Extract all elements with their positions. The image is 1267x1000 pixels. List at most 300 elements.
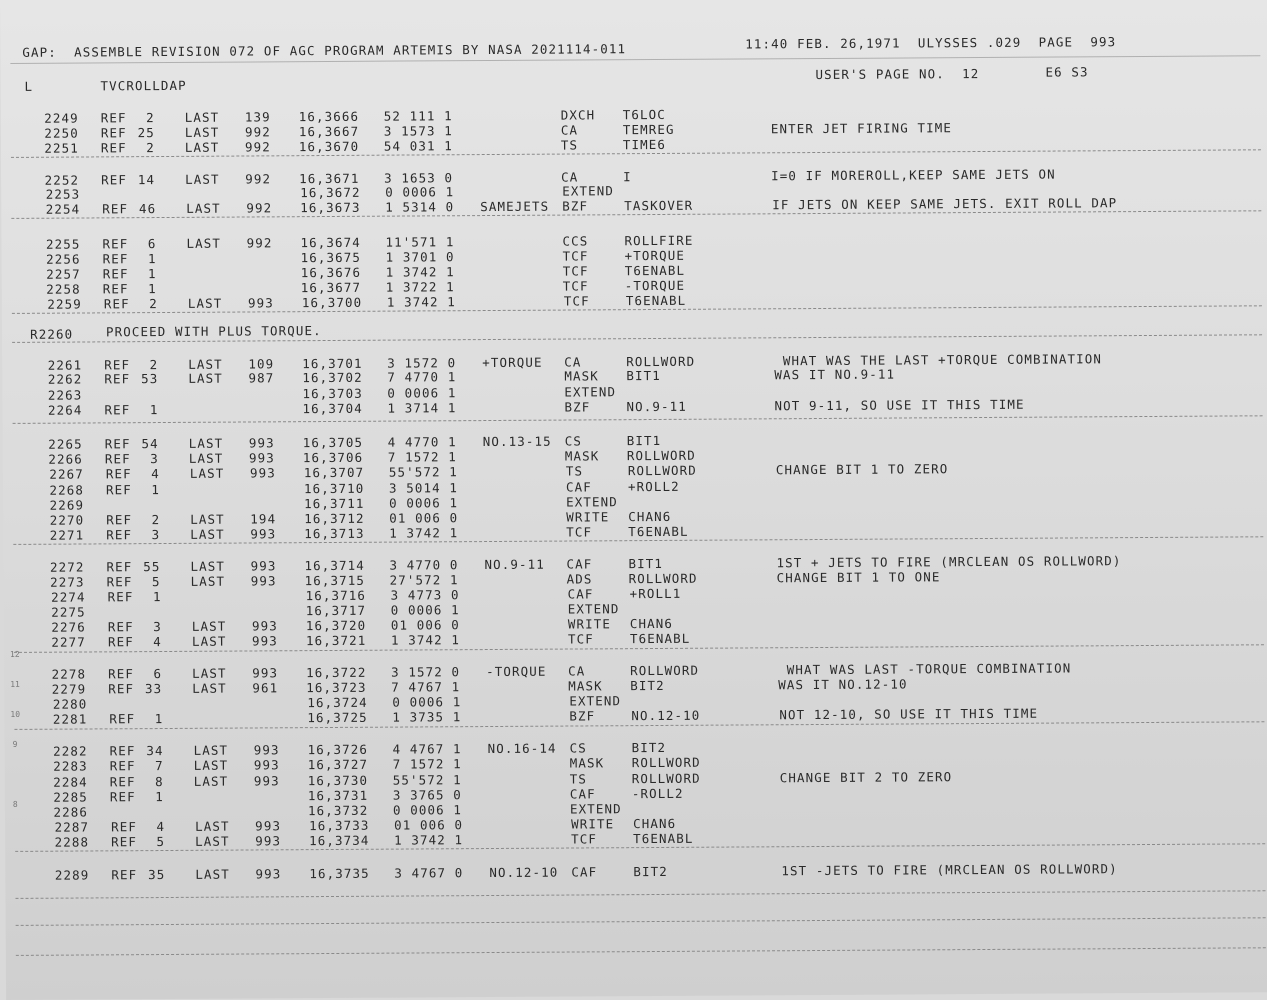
line-number: 2282 xyxy=(53,743,88,759)
ref-keyword: REF xyxy=(104,436,131,452)
memory-address: 16,3713 xyxy=(304,525,365,542)
source-label: -TORQUE xyxy=(486,663,547,680)
ref-count: 33 xyxy=(144,681,163,697)
machine-code: 55'572 1 xyxy=(388,464,458,480)
memory-address: 16,3734 xyxy=(309,832,370,849)
machine-code: 0 0006 1 xyxy=(392,694,462,710)
last-keyword: LAST xyxy=(184,109,220,125)
memory-address: 16,3716 xyxy=(305,587,367,604)
operand: BIT1 xyxy=(628,555,664,572)
last-keyword: LAST xyxy=(188,370,223,386)
opcode: EXTEND xyxy=(562,183,614,199)
ref-count: 1 xyxy=(151,482,161,498)
memory-address: 16,3677 xyxy=(300,279,362,296)
operand: ROLLWORD xyxy=(628,570,698,587)
machine-code: 1 3742 1 xyxy=(386,294,456,310)
line-number: 2268 xyxy=(49,482,85,498)
last-keyword: LAST xyxy=(195,833,230,849)
ref-count: 34 xyxy=(146,743,164,759)
opcode: TCF xyxy=(571,831,598,847)
last-page: 993 xyxy=(251,618,278,634)
opcode: WRITE xyxy=(566,509,610,525)
machine-code: 3 1572 0 xyxy=(387,355,457,371)
last-page: 109 xyxy=(248,356,275,372)
memory-address: 16,3735 xyxy=(309,865,370,882)
ref-keyword: REF xyxy=(102,236,129,252)
opcode: CAF xyxy=(567,586,594,602)
operand: ROLLWORD xyxy=(626,353,696,370)
opcode: TS xyxy=(569,771,588,787)
operand: BIT1 xyxy=(626,367,661,384)
machine-code: 7 4770 1 xyxy=(387,369,457,385)
line-number: 2256 xyxy=(46,251,81,267)
opcode: TCF xyxy=(567,631,594,647)
opcode: CAF xyxy=(566,556,593,572)
machine-code: 54 031 1 xyxy=(383,138,453,154)
memory-address: 16,3705 xyxy=(302,434,364,451)
ref-count: 53 xyxy=(141,371,159,387)
ref-keyword: REF xyxy=(109,743,136,759)
memory-address: 16,3720 xyxy=(305,617,367,634)
line-number: 2266 xyxy=(48,451,83,467)
ref-count: 35 xyxy=(148,867,166,883)
line-number: 2279 xyxy=(51,681,87,697)
machine-code: 3 1572 0 xyxy=(391,664,461,680)
comment: I=0 IF MOREROLL,KEEP SAME JETS ON xyxy=(771,166,1056,184)
ref-count: 6 xyxy=(153,666,163,682)
last-page: 993 xyxy=(253,742,280,758)
comment: WAS IT NO.9-11 xyxy=(774,366,896,383)
line-number: 2250 xyxy=(44,125,79,141)
ref-keyword: REF xyxy=(104,402,131,418)
memory-address: 16,3672 xyxy=(300,184,361,201)
ref-keyword: REF xyxy=(103,296,130,312)
last-page: 993 xyxy=(250,558,277,574)
source-label: NO.12-10 xyxy=(489,864,559,881)
opcode: CS xyxy=(569,740,587,756)
memory-address: 16,3675 xyxy=(300,249,362,266)
ref-keyword: REF xyxy=(100,125,127,141)
line-number: 2280 xyxy=(52,696,88,712)
operand: BIT2 xyxy=(633,863,668,880)
line-number: 2281 xyxy=(52,711,88,727)
opcode: CCS xyxy=(562,233,589,249)
line-number: 2252 xyxy=(44,172,80,188)
operand: T6LOC xyxy=(622,106,666,123)
margin-mark-12: 12 xyxy=(9,649,20,659)
opcode: EXTEND xyxy=(569,801,622,817)
machine-code: 1 3742 1 xyxy=(389,525,459,541)
last-page: 961 xyxy=(252,680,279,696)
ref-keyword: REF xyxy=(109,789,136,805)
opcode: EXTEND xyxy=(566,494,618,510)
memory-address: 16,3715 xyxy=(304,572,365,589)
machine-code: 1 3735 1 xyxy=(392,709,462,725)
ref-keyword: REF xyxy=(105,466,132,482)
machine-code: 0 0006 1 xyxy=(389,495,459,511)
opcode: CA xyxy=(561,169,579,185)
machine-code: 7 1572 1 xyxy=(392,756,462,772)
ref-keyword: REF xyxy=(102,201,129,217)
memory-address: 16,3711 xyxy=(304,495,365,512)
ref-keyword: REF xyxy=(104,357,131,373)
last-keyword: LAST xyxy=(190,573,226,589)
line-number: 2258 xyxy=(46,281,81,297)
ref-keyword: REF xyxy=(111,834,138,850)
ref-keyword: REF xyxy=(108,681,135,697)
operand: TIME6 xyxy=(622,136,667,153)
comment: 1ST + JETS TO FIRE (MRCLEAN OS ROLLWORD) xyxy=(776,553,1122,571)
opcode: CA xyxy=(560,122,579,138)
ref-keyword: REF xyxy=(107,619,134,635)
ref-count: 1 xyxy=(155,789,164,805)
ref-count: 7 xyxy=(154,758,164,774)
comment: CHANGE BIT 2 TO ZERO xyxy=(779,769,953,786)
machine-code: 0 0006 1 xyxy=(385,184,455,200)
operand: T6ENABL xyxy=(624,262,686,279)
operand: CHAN6 xyxy=(628,508,672,525)
ref-count: 1 xyxy=(149,402,159,418)
opcode: DXCH xyxy=(560,107,596,123)
last-page: 992 xyxy=(244,124,271,140)
operand: ROLLWORD xyxy=(631,754,701,771)
line-number: 2277 xyxy=(51,634,86,650)
last-page: 993 xyxy=(253,773,280,789)
ref-keyword: REF xyxy=(102,266,129,282)
ref-keyword: REF xyxy=(106,574,133,590)
sheet-code: E6 S3 xyxy=(1045,64,1089,80)
operand: +TORQUE xyxy=(624,247,686,264)
opcode: BZF xyxy=(562,198,589,214)
memory-address: 16,3732 xyxy=(307,802,369,819)
ref-count: 3 xyxy=(151,527,161,543)
machine-code: 3 3765 0 xyxy=(392,787,462,803)
ref-keyword: REF xyxy=(108,666,135,682)
machine-code: 01 006 0 xyxy=(389,510,459,526)
subheading-text: PROCEED WITH PLUS TORQUE. xyxy=(105,323,322,340)
ref-keyword: REF xyxy=(111,819,137,835)
last-keyword: LAST xyxy=(195,818,230,834)
last-keyword: LAST xyxy=(190,511,225,527)
machine-code: 1 3742 1 xyxy=(390,632,460,648)
line-number: 2255 xyxy=(45,236,81,252)
ref-count: 25 xyxy=(137,125,155,141)
line-number: 2257 xyxy=(46,266,81,282)
ref-count: 5 xyxy=(156,834,166,850)
last-page: 993 xyxy=(255,866,282,882)
ref-keyword: REF xyxy=(101,172,128,188)
operand: +ROLL2 xyxy=(627,478,680,495)
memory-address: 16,3700 xyxy=(301,294,363,311)
operand: BIT2 xyxy=(631,739,667,756)
memory-address: 16,3712 xyxy=(304,510,365,527)
line-number: 2276 xyxy=(51,619,86,635)
source-label: NO.13-15 xyxy=(482,433,552,450)
operand: ROLLWORD xyxy=(627,462,697,479)
ref-keyword: REF xyxy=(102,281,129,297)
ref-keyword: REF xyxy=(106,527,133,543)
last-page: 993 xyxy=(248,450,275,466)
last-page: 139 xyxy=(244,109,271,125)
ref-count: 2 xyxy=(149,357,159,373)
opcode: WRITE xyxy=(567,616,612,632)
operand: +ROLL1 xyxy=(629,585,682,602)
operand: T6ENABL xyxy=(633,830,694,847)
opcode: BZF xyxy=(569,708,596,724)
block-separator-rule xyxy=(13,415,1263,424)
operand: -TORQUE xyxy=(624,277,686,294)
listing-header-title: GAP: ASSEMBLE REVISION 072 OF AGC PROGRAM ARTEMIS BY NASA 2021114-011 xyxy=(22,41,627,60)
margin-mark-9: 9 xyxy=(12,739,18,749)
line-number: 2288 xyxy=(54,834,90,850)
last-page: 987 xyxy=(248,370,275,386)
line-number: 2263 xyxy=(47,387,83,403)
operand: NO.9-11 xyxy=(626,398,687,415)
comment: CHANGE BIT 1 TO ZERO xyxy=(775,461,949,478)
last-keyword: LAST xyxy=(190,558,226,574)
line-number: 2275 xyxy=(51,604,86,620)
operand: -ROLL2 xyxy=(631,785,684,802)
ref-count: 55 xyxy=(143,559,161,575)
last-page: 992 xyxy=(245,171,272,187)
machine-code: 0 0006 1 xyxy=(392,802,463,818)
opcode: TCF xyxy=(562,278,589,294)
last-page: 992 xyxy=(244,139,271,155)
line-number: 2264 xyxy=(47,402,83,418)
block-separator-rule xyxy=(16,947,1266,956)
machine-code: 1 3714 1 xyxy=(387,400,457,416)
operand: T6ENABL xyxy=(629,630,691,647)
last-keyword: LAST xyxy=(195,866,230,882)
source-label: NO.9-11 xyxy=(484,556,545,573)
last-keyword: LAST xyxy=(188,435,224,451)
memory-address: 16,3667 xyxy=(298,123,360,140)
line-number: 2265 xyxy=(48,436,83,452)
machine-code: 3 5014 1 xyxy=(388,480,459,496)
machine-code: 1 5314 0 xyxy=(385,199,455,215)
ref-count: 4 xyxy=(153,634,162,650)
operand: NO.12-10 xyxy=(631,707,701,724)
memory-address: 16,3704 xyxy=(302,400,363,417)
last-keyword: LAST xyxy=(191,618,227,634)
last-keyword: LAST xyxy=(189,465,225,481)
ref-count: 2 xyxy=(146,110,155,126)
line-number: 2254 xyxy=(45,201,81,217)
memory-address: 16,3701 xyxy=(302,355,363,372)
machine-code: 27'572 1 xyxy=(389,572,459,588)
source-label: NO.16-14 xyxy=(487,740,557,757)
line-number: 2285 xyxy=(53,789,88,805)
operand: CHAN6 xyxy=(629,615,674,632)
last-keyword: LAST xyxy=(191,633,227,649)
memory-address: 16,3727 xyxy=(307,756,369,773)
ref-count: 4 xyxy=(151,466,160,482)
opcode: TCF xyxy=(563,293,590,309)
memory-address: 16,3674 xyxy=(300,234,361,251)
last-keyword: LAST xyxy=(193,757,229,773)
line-number: 2289 xyxy=(54,867,90,883)
comment: IF JETS ON KEEP SAME JETS. EXIT ROLL DAP xyxy=(772,195,1118,213)
memory-address: 16,3671 xyxy=(299,170,360,187)
memory-address: 16,3676 xyxy=(300,264,362,281)
line-number: 2262 xyxy=(47,371,83,387)
last-keyword: LAST xyxy=(193,773,229,789)
ref-keyword: REF xyxy=(104,371,131,387)
memory-address: 16,3714 xyxy=(304,557,365,574)
last-page: 993 xyxy=(250,573,277,589)
ref-keyword: REF xyxy=(104,451,131,467)
opcode: TS xyxy=(560,137,579,153)
memory-address: 16,3730 xyxy=(307,772,369,789)
line-number: 2271 xyxy=(49,527,85,543)
opcode: TCF xyxy=(566,524,593,540)
comment: CHANGE BIT 1 TO ONE xyxy=(776,569,941,586)
operand: ROLLWORD xyxy=(631,770,701,787)
machine-code: 7 1572 1 xyxy=(387,449,457,465)
machine-code: 3 1573 1 xyxy=(383,123,453,139)
line-number: 2274 xyxy=(51,589,86,605)
ref-keyword: REF xyxy=(102,251,129,267)
ref-keyword: REF xyxy=(100,110,127,126)
opcode: MASK xyxy=(569,755,605,771)
last-page: 993 xyxy=(255,818,282,834)
ref-count: 2 xyxy=(149,296,158,312)
ref-keyword: REF xyxy=(109,711,136,727)
ref-keyword: REF xyxy=(111,867,138,883)
machine-code: 4 4767 1 xyxy=(392,741,462,757)
margin-mark-11: 11 xyxy=(10,679,20,689)
ref-keyword: REF xyxy=(105,482,132,498)
line-number: 2261 xyxy=(47,357,83,373)
memory-address: 16,3733 xyxy=(309,817,370,834)
memory-address: 16,3703 xyxy=(302,385,363,402)
margin-mark-10: 10 xyxy=(10,709,21,719)
memory-address: 16,3722 xyxy=(306,664,367,681)
ref-count: 54 xyxy=(141,436,159,452)
ref-count: 46 xyxy=(138,201,157,217)
memory-address: 16,3666 xyxy=(298,108,360,125)
block-separator-rule xyxy=(15,890,1265,899)
operand: T6ENABL xyxy=(628,523,689,540)
memory-address: 16,3710 xyxy=(303,480,365,497)
memory-address: 16,3702 xyxy=(302,369,363,386)
last-keyword: LAST xyxy=(193,742,229,758)
opcode: EXTEND xyxy=(569,693,622,709)
opcode: TCF xyxy=(562,263,589,279)
line-number: 2253 xyxy=(45,186,81,202)
ref-count: 3 xyxy=(153,619,162,635)
last-keyword: LAST xyxy=(187,295,223,311)
machine-code: 4 4770 1 xyxy=(387,434,457,450)
opcode: CA xyxy=(568,663,586,679)
memory-address: 16,3707 xyxy=(303,464,365,481)
opcode: EXTEND xyxy=(564,384,617,400)
line-number: 2269 xyxy=(49,497,85,513)
opcode: MASK xyxy=(564,448,600,464)
ref-count: 8 xyxy=(155,774,164,790)
opcode: MASK xyxy=(568,678,603,694)
ref-keyword: REF xyxy=(107,589,134,605)
memory-address: 16,3724 xyxy=(307,694,368,711)
machine-code: 3 1653 0 xyxy=(384,170,454,186)
line-number: 2259 xyxy=(47,296,82,312)
opcode: BZF xyxy=(564,399,591,415)
users-page-number: USER'S PAGE NO. 12 xyxy=(815,66,980,83)
opcode: CAF xyxy=(569,786,596,802)
line-number: 2270 xyxy=(49,512,85,528)
last-keyword: LAST xyxy=(188,356,223,372)
source-label: SAMEJETS xyxy=(480,198,550,215)
operand: ROLLFIRE xyxy=(624,232,694,249)
operand: I xyxy=(623,169,632,185)
ref-count: 14 xyxy=(137,172,156,188)
last-page: 993 xyxy=(249,465,276,481)
machine-code: 0 0006 1 xyxy=(387,385,457,401)
opcode: CAF xyxy=(565,479,592,495)
listing-header-stamp: 11:40 FEB. 26,1971 ULYSSES .029 PAGE 993 xyxy=(745,34,1117,52)
memory-address: 16,3731 xyxy=(307,787,369,804)
last-page: 992 xyxy=(246,235,273,251)
opcode: TCF xyxy=(562,248,589,264)
last-page: 993 xyxy=(248,435,275,451)
ref-count: 1 xyxy=(147,251,157,267)
last-page: 993 xyxy=(255,833,282,849)
machine-code: 01 006 0 xyxy=(394,817,464,833)
last-page: 194 xyxy=(250,511,277,527)
ref-keyword: REF xyxy=(109,758,136,774)
opcode: CS xyxy=(564,433,583,449)
ref-keyword: REF xyxy=(109,774,136,790)
ref-count: 4 xyxy=(156,819,166,835)
ref-count: 1 xyxy=(147,266,157,282)
machine-code: 1 3701 0 xyxy=(385,249,455,265)
ref-count: 3 xyxy=(150,451,159,467)
machine-code: 1 3742 1 xyxy=(394,832,464,848)
machine-code: 52 111 1 xyxy=(383,108,453,124)
comment: WHAT WAS THE LAST +TORQUE COMBINATION xyxy=(774,351,1103,369)
machine-code: 0 0006 1 xyxy=(390,602,460,618)
machine-code: 01 006 0 xyxy=(390,617,460,633)
line-number: 2287 xyxy=(54,819,90,835)
comment: WAS IT NO.12-10 xyxy=(778,676,908,693)
ref-count: 1 xyxy=(148,281,157,297)
last-keyword: LAST xyxy=(188,450,224,466)
operand: TASKOVER xyxy=(624,197,694,214)
line-number: 2284 xyxy=(53,774,88,790)
section-letter: L xyxy=(24,78,34,94)
last-page: 993 xyxy=(247,295,274,311)
last-keyword: LAST xyxy=(184,124,220,140)
last-keyword: LAST xyxy=(192,665,227,681)
machine-code: 1 3722 1 xyxy=(385,279,455,295)
opcode: CA xyxy=(564,354,582,370)
memory-address: 16,3725 xyxy=(307,709,368,726)
last-page: 993 xyxy=(252,665,279,681)
opcode: CAF xyxy=(571,864,598,880)
operand: ROLLWORD xyxy=(630,662,700,679)
line-number: 2267 xyxy=(49,466,84,482)
ref-count: 2 xyxy=(151,512,161,528)
machine-code: 1 3742 1 xyxy=(385,264,455,280)
section-name: TVCROLLDAP xyxy=(100,77,187,94)
line-number: 2278 xyxy=(51,666,87,682)
last-page: 993 xyxy=(250,526,277,542)
margin-mark-8: 8 xyxy=(12,799,18,809)
block-separator-rule xyxy=(16,917,1266,926)
ref-count: 1 xyxy=(152,589,162,605)
ref-keyword: REF xyxy=(107,634,134,650)
ref-keyword: REF xyxy=(106,512,133,528)
